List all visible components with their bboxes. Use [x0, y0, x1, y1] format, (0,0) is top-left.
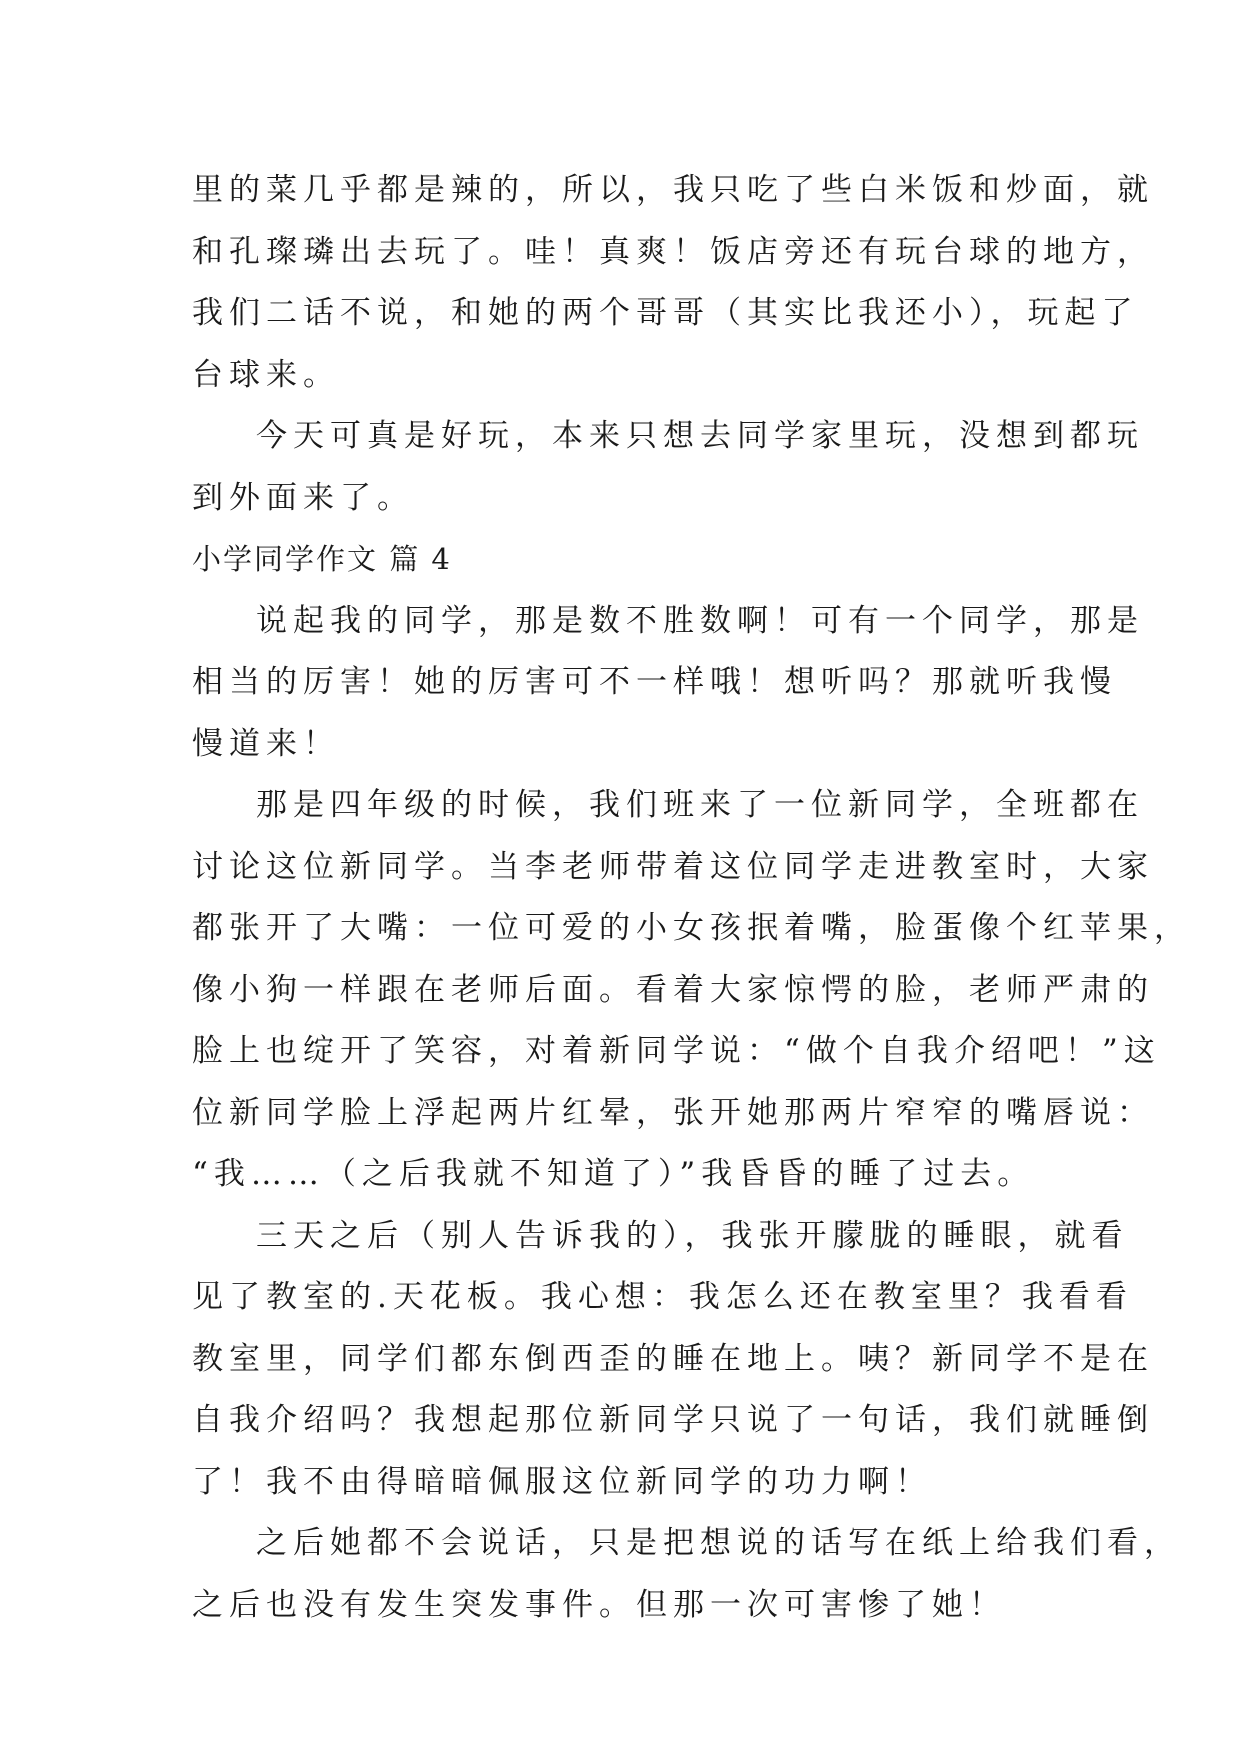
- text-line: 相当的厉害！她的厉害可不一样哦！想听吗？那就听我慢: [192, 664, 1117, 700]
- text-line: 了！我不由得暗暗佩服这位新同学的功力啊！: [192, 1463, 932, 1500]
- text-line: 教室里，同学们都东倒西歪的睡在地上。咦？新同学不是在: [192, 1340, 1154, 1377]
- text-line: 之后也没有发生突发事件。但那一次可害惨了她！: [192, 1586, 1006, 1623]
- paragraph-first-line: 那是四年级的时候，我们班来了一位新同学，全班都在: [256, 787, 1144, 823]
- text-line: 讨论这位新同学。当李老师带着这位同学走进教室时，大家: [192, 848, 1154, 885]
- text-line: 见了教室的.天花板。我心想：我怎么还在教室里？我看看: [192, 1279, 1133, 1315]
- text-line: 我们二话不说，和她的两个哥哥（其实比我还小），玩起了: [192, 295, 1139, 331]
- text-line: 脸上也绽开了笑容，对着新同学说：“做个自我介绍吧！”这: [192, 1033, 1161, 1069]
- text-line: “我……（之后我就不知道了）”我昏昏的睡了过去。: [192, 1156, 1035, 1192]
- text-line: 位新同学脸上浮起两片红晕，张开她那两片窄窄的嘴唇说：: [192, 1094, 1154, 1131]
- paragraph-first-line: 今天可真是好玩，本来只想去同学家里玩，没想到都玩: [256, 418, 1144, 454]
- paragraph-first-line: 三天之后（别人告诉我的），我张开朦胧的睡眼，就看: [256, 1217, 1129, 1254]
- text-line: 自我介绍吗？我想起那位新同学只说了一句话，我们就睡倒: [192, 1402, 1154, 1438]
- paragraph-first-line: 之后她都不会说话，只是把想说的话写在纸上给我们看，: [256, 1525, 1181, 1561]
- text-line: 台球来。: [192, 356, 340, 393]
- paragraph-first-line: 说起我的同学，那是数不胜数啊！可有一个同学，那是: [256, 602, 1144, 639]
- text-line: 像小狗一样跟在老师后面。看着大家惊愕的脸，老师严肃的: [192, 971, 1154, 1008]
- text-line: 都张开了大嘴：一位可爱的小女孩抿着嘴，脸蛋像个红苹果，: [192, 910, 1191, 946]
- text-line: 慢道来！: [192, 725, 340, 762]
- document-body: [192, 160, 1191, 1636]
- section-heading: 小学同学作文 篇 4: [192, 542, 452, 576]
- text-line: 和孔璨璘出去玩了。哇！真爽！饭店旁还有玩台球的地方，: [192, 233, 1154, 270]
- text-line: 到外面来了。: [192, 479, 414, 516]
- text-line: 里的菜几乎都是辣的，所以，我只吃了些白米饭和炒面，就: [192, 172, 1154, 208]
